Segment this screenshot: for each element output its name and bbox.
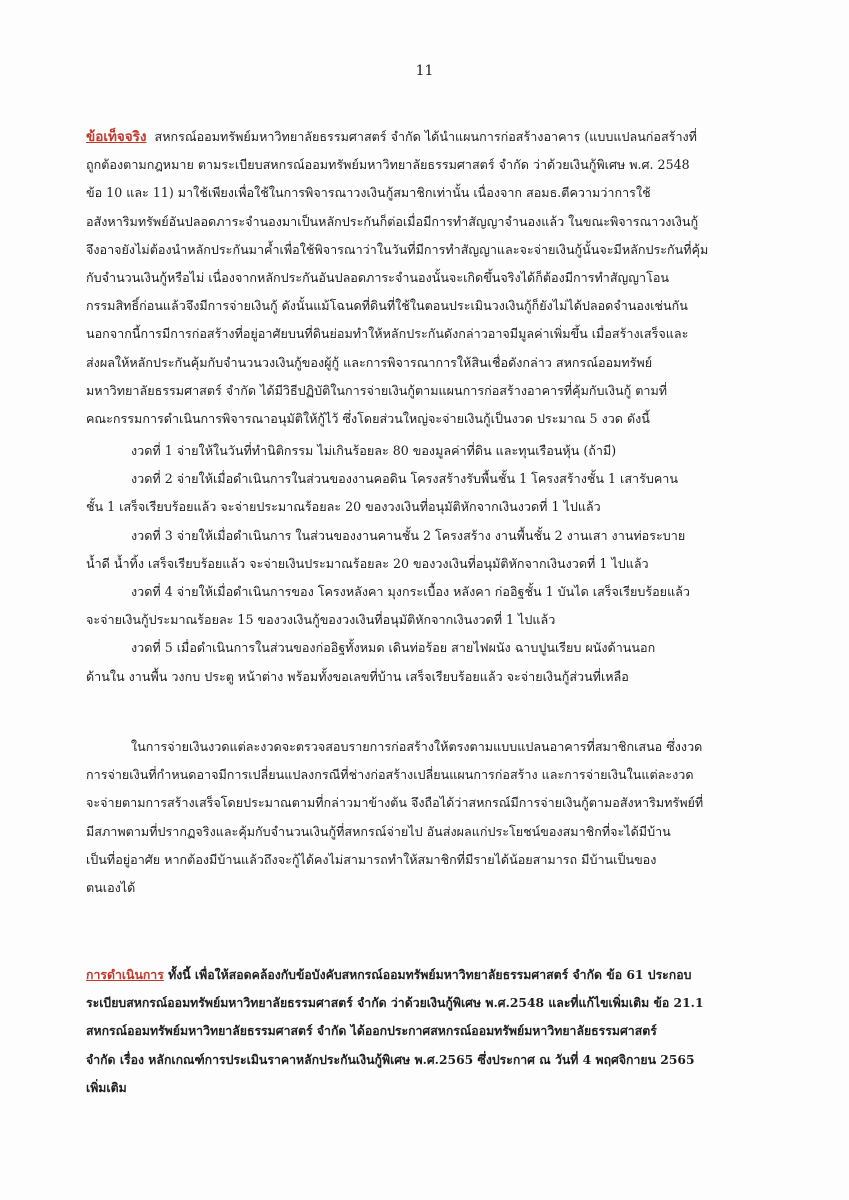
facts-line-6: กับจำนวนเงินกู้หรือไม่ เนื่องจากหลักประกันอันปลอดภาระจำนองนั้นจะเกิดขึ้นจริงได้ก็ต้องมีการทำสัญญาโอน [86,269,670,285]
facts-line-4: อสังหาริมทรัพย์อันปลอดภาระจำนองมาเป็นหลักประกันก็ต่อเมื่อมีการทำสัญญาจำนองแล้ว ในขณะพิจารณาวงเงินกู้ [86,213,699,229]
installments-section [86,437,766,691]
installment-3-cont: น้ำดี น้ำทิ้ง เสร็จเรียบร้อยแล้ว จะจ่ายเงินประมาณร้อยละ 20 ของวงเงินที่อนุมัติหักจากเงินงวดที่ 1 ไปแล้ว [86,555,649,571]
action-line-2: ระเบียบสหกรณ์ออมทรัพย์มหาวิทยาลัยธรรมศาสตร์ จำกัด ว่าด้วยเงินกู้พิเศษ พ.ศ.2548 และที่แก้ไขเพิ่มเติม ข้อ 21.1 [86,995,704,1011]
facts-line-3: ข้อ 10 และ 11) มาใช้เพียงเพื่อใช้ในการพิจารณาวงเงินกู้สมาชิกเท่านั้น เนื่องจาก สอมธ.ตีความว่าการใช้ [86,185,651,201]
installment-4: งวดที่ 4 จ่ายให้เมื่อดำเนินการของ โครงหลังคา มุงกระเบื้อง หลังคา ก่ออิฐชั้น 1 บันได เสร็จเรียบร้อยแล้ว [131,583,690,599]
facts-line-10: มหาวิทยาลัยธรรมศาสตร์ จำกัด ได้มีวิธีปฏิบัติในการจ่ายเงินกู้ตามแผนการก่อสร้างอาคารที่คุ้มกับเงินกู้ ตามที่ [86,382,668,398]
facts-line-11: คณะกรรมการดำเนินการพิจารณาอนุมัติให้กู้ไว้ ซึ่งโดยส่วนใหญ่จะจ่ายเงินกู้เป็นงวด ประมาณ 5 งวด ดังนี้ [86,410,650,426]
installment-1: งวดที่ 1 จ่ายให้ในวันที่ทำนิติกรรม ไม่เกินร้อยละ 80 ของมูลค่าที่ดิน และทุนเรือนหุ้น (ถ้ามี) [131,443,617,458]
payment-line-4: มีสภาพตามที่ปรากฏจริงและคุ้มกับจำนวนเงินกู้ที่สหกรณ์จ่ายไป อันส่งผลแก่ประโยชน์ของสมาชิกที่จะได้มีบ้าน [86,823,671,839]
payment-line-2: การจ่ายเงินที่กำหนดอาจมีการเปลี่ยนแปลงกรณีที่ช่างก่อสร้างเปลี่ยนแผนการก่อสร้าง และการจ่ายเงินในแต่ละงวด [86,767,694,783]
action-line-3: สหกรณ์ออมทรัพย์มหาวิทยาลัยธรรมศาสตร์ จำกัด ได้ออกประกาศสหกรณ์ออมทรัพย์มหาวิทยาลัยธรรมศาสตร์ [86,1023,657,1039]
payment-check-paragraph [86,733,766,902]
installment-5-cont: ด้านใน งานพื้น วงกบ ประตู หน้าต่าง พร้อมทั้งขอเลขที่บ้าน เสร็จเรียบร้อยแล้ว จะจ่ายเงินกู้ส่วนที่เหลือ [86,668,629,684]
payment-line-6: ตนเองได้ [86,879,136,895]
facts-line-7: กรรมสิทธิ์ก่อนแล้วจึงมีการจ่ายเงินกู้ ดังนั้นแม้โฉนดที่ดินที่ใช้ในตอนประเมินวงเงินกู้ก็ยังไม่ได้ปลอดจำนองเช่นกัน [86,298,688,314]
payment-line-5: เป็นที่อยู่อาศัย หากต้องมีบ้านแล้วถึงจะกู้ได้คงไม่สามารถทำให้สมาชิกที่มีรายได้น้อยสามารถ มีบ้านเป็นของ [86,851,657,867]
installment-5: งวดที่ 5 เมื่อดำเนินการในส่วนของก่ออิฐทั้งหมด เดินท่อร้อย สายไฟผนัง ฉาบปูนเรียบ ผนังด้านนอก [131,640,656,656]
action-section [86,961,766,1102]
facts-line-1: ข้อเท็จจริง สหกรณ์ออมทรัพย์มหาวิทยาลัยธรรมศาสตร์ จำกัด ได้นำแผนการก่อสร้างอาคาร (แบบแปลนก่อสร้างที่ [86,129,697,145]
facts-line-9: ส่งผลให้หลักประกันคุ้มกับจำนวนวงเงินกู้ของผู้กู้ และการพิจารณาการให้สินเชื่อดังกล่าว สหกรณ์ออมทรัพย์ [86,354,653,370]
action-line-1: การดำเนินการ ทั้งนี้ เพื่อให้สอดคล้องกับข้อบังคับสหกรณ์ออมทรัพย์มหาวิทยาลัยธรรมศาสตร์ จำกัด ข้อ 61 ประกอบ [86,967,692,982]
facts-line-5: จึงอาจยังไม่ต้องนำหลักประกันมาค้ำเพื่อใช้พิจารณาว่าในวันที่มีการทำสัญญาและจะจ่ายเงินกู้นั้นจะมีหลักประกันที่คุ้ม [86,241,709,257]
installment-3: งวดที่ 3 จ่ายให้เมื่อดำเนินการ ในส่วนของงานคานชั้น 2 โครงสร้าง งานพื้นชั้น 2 งานเสา งานท่อระบาย [131,527,686,543]
installment-4-cont: จะจ่ายเงินกู้ประมาณร้อยละ 15 ของวงเงินกู้ของวงเงินที่อนุมัติหักจากเงินงวดที่ 1 ไปแล้ว [86,612,556,628]
action-heading: การดำเนินการ [86,967,164,982]
installment-2-cont: ชั้น 1 เสร็จเรียบร้อยแล้ว จะจ่ายประมาณร้อยละ 20 ของวงเงินที่อนุมัติหักจากเงินงวดที่ 1 ไปแล้ว [86,499,601,515]
page-number: 11 [415,63,434,79]
installment-2: งวดที่ 2 จ่ายให้เมื่อดำเนินการในส่วนของงานคอดิน โครงสร้างรับพื้นชั้น 1 โครงสร้างชั้น 1 เสารับคาน [131,471,678,487]
facts-section [86,123,766,433]
facts-line-8: นอกจากนี้การมีการก่อสร้างที่อยู่อาศัยบนที่ดินย่อมทำให้หลักประกันดังกล่าวอาจมีมูลค่าเพิ่มขึ้น เมื่อสร้างเสร็จและ [86,326,689,342]
facts-line-2: ถูกต้องตามกฎหมาย ตามระเบียบสหกรณ์ออมทรัพย์มหาวิทยาลัยธรรมศาสตร์ จำกัด ว่าด้วยเงินกู้พิเศษ พ.ศ. 2548 [86,157,690,173]
action-line-5: เพิ่มเติม [86,1079,127,1095]
payment-line-3: จะจ่ายตามการสร้างเสร็จโดยประมาณตามที่กล่าวมาข้างต้น จึงถือได้ว่าสหกรณ์มีการจ่ายเงินกู้ตามอสังหาริมทรัพย์ที่ [86,795,704,811]
action-line-4: จำกัด เรื่อง หลักเกณฑ์การประเมินราคาหลักประกันเงินกู้พิเศษ พ.ศ.2565 ซึ่งประกาศ ณ วันที่ 4 พฤศจิกายน 2565 [86,1051,695,1067]
payment-line-1: ในการจ่ายเงินงวดแต่ละงวดจะตรวจสอบรายการก่อสร้างให้ตรงตามแบบแปลนอาคารที่สมาชิกเสนอ ซึ่งงวด [131,739,703,754]
facts-heading: ข้อเท็จจริง [86,129,147,145]
